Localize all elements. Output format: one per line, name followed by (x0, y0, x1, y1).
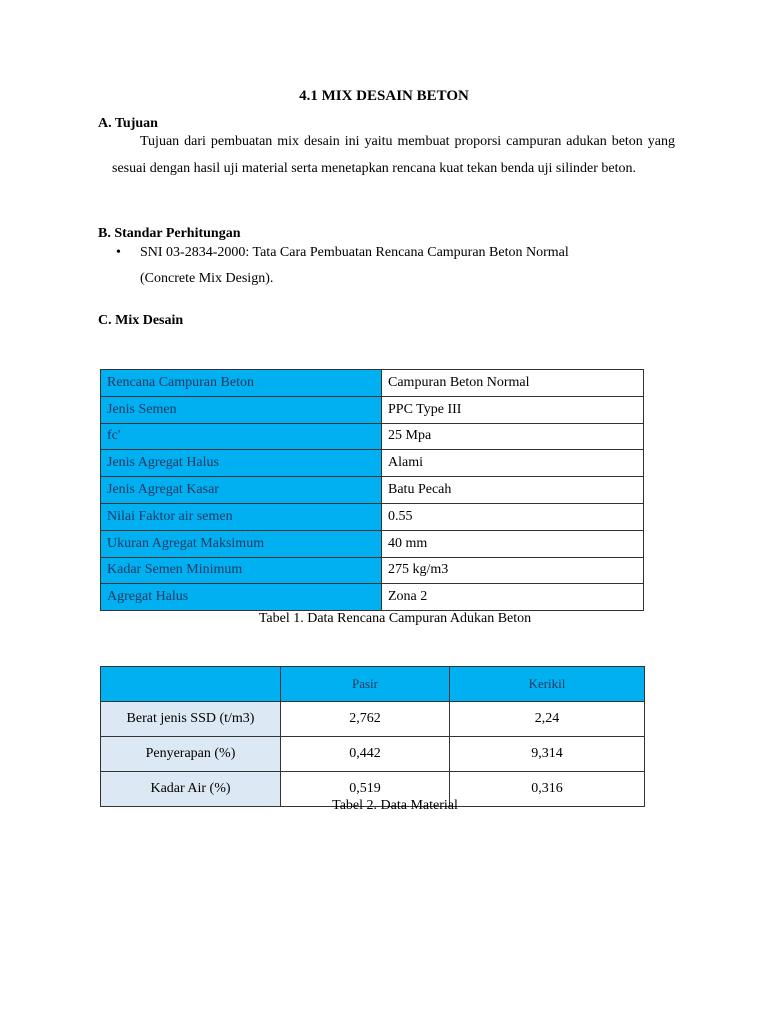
table-row (101, 557, 644, 584)
table-row (101, 450, 644, 477)
row-value: 25 Mpa (382, 423, 644, 450)
cell-value: 2,762 (281, 702, 450, 737)
row-label: Jenis Agregat Halus (101, 450, 382, 477)
row-value: Batu Pecah (382, 477, 644, 504)
section-a-rest: yang sesuai dengan hasil uji material serta menetapkan rencana kuat tekan benda uji silinder beton. (112, 134, 675, 176)
column-header: Kerikil (449, 667, 644, 702)
table-row (101, 423, 644, 450)
cell-value: 0,316 (449, 772, 644, 807)
row-value: Alami (382, 450, 644, 477)
row-value: 0.55 (382, 503, 644, 530)
cell-value: 2,24 (449, 702, 644, 737)
header-row (101, 667, 645, 702)
row-label: Kadar Air (%) (101, 772, 281, 807)
page-title: 4.1 MIX DESAIN BETON (299, 88, 469, 104)
mix-plan-table (100, 369, 644, 611)
section-b-bullet-cont: (Concrete Mix Design). (140, 271, 274, 286)
table-row (101, 370, 644, 397)
row-value: 275 kg/m3 (382, 557, 644, 584)
row-label: Berat jenis SSD (t/m3) (101, 702, 281, 737)
row-value: 40 mm (382, 530, 644, 557)
row-label: Penyerapan (%) (101, 737, 281, 772)
column-header: Pasir (281, 667, 450, 702)
section-b-heading: B. Standar Perhitungan (98, 226, 241, 241)
section-c-heading: C. Mix Desain (98, 313, 184, 328)
material-data-table (100, 666, 645, 807)
row-value: Zona 2 (382, 584, 644, 611)
row-label: Jenis Semen (101, 396, 382, 423)
cell-value: 0,519 (281, 772, 450, 807)
section-b-bullet: SNI 03-2834-2000: Tata Cara Pembuatan Rencana Campuran Beton Normal (140, 245, 569, 260)
row-value: Campuran Beton Normal (382, 370, 644, 397)
table-row (101, 396, 644, 423)
table-row (101, 702, 645, 737)
cell-value: 0,442 (281, 737, 450, 772)
section-a-heading: A. Tujuan (98, 116, 158, 131)
section-a-paragraph (112, 128, 675, 182)
row-label: Jenis Agregat Kasar (101, 477, 382, 504)
table-row (101, 477, 644, 504)
cell-value: 9,314 (449, 737, 644, 772)
bullet-icon: • (116, 245, 121, 260)
table-row (101, 737, 645, 772)
table2-caption: Tabel 2. Data Material (332, 798, 458, 813)
row-label: Agregat Halus (101, 584, 382, 611)
section-a-line1: Tujuan dari pembuatan mix desain ini yaitu membuat proporsi campuran adukan beton (140, 134, 643, 149)
table-row (101, 530, 644, 557)
row-value: PPC Type III (382, 396, 644, 423)
row-label: Nilai Faktor air semen (101, 503, 382, 530)
column-header (101, 667, 281, 702)
table1-caption: Tabel 1. Data Rencana Campuran Adukan Beton (258, 611, 532, 626)
table-row (101, 584, 644, 611)
row-label: fc' (101, 423, 382, 450)
row-label: Kadar Semen Minimum (101, 557, 382, 584)
table-row (101, 503, 644, 530)
row-label: Ukuran Agregat Maksimum (101, 530, 382, 557)
row-label: Rencana Campuran Beton (101, 370, 382, 397)
